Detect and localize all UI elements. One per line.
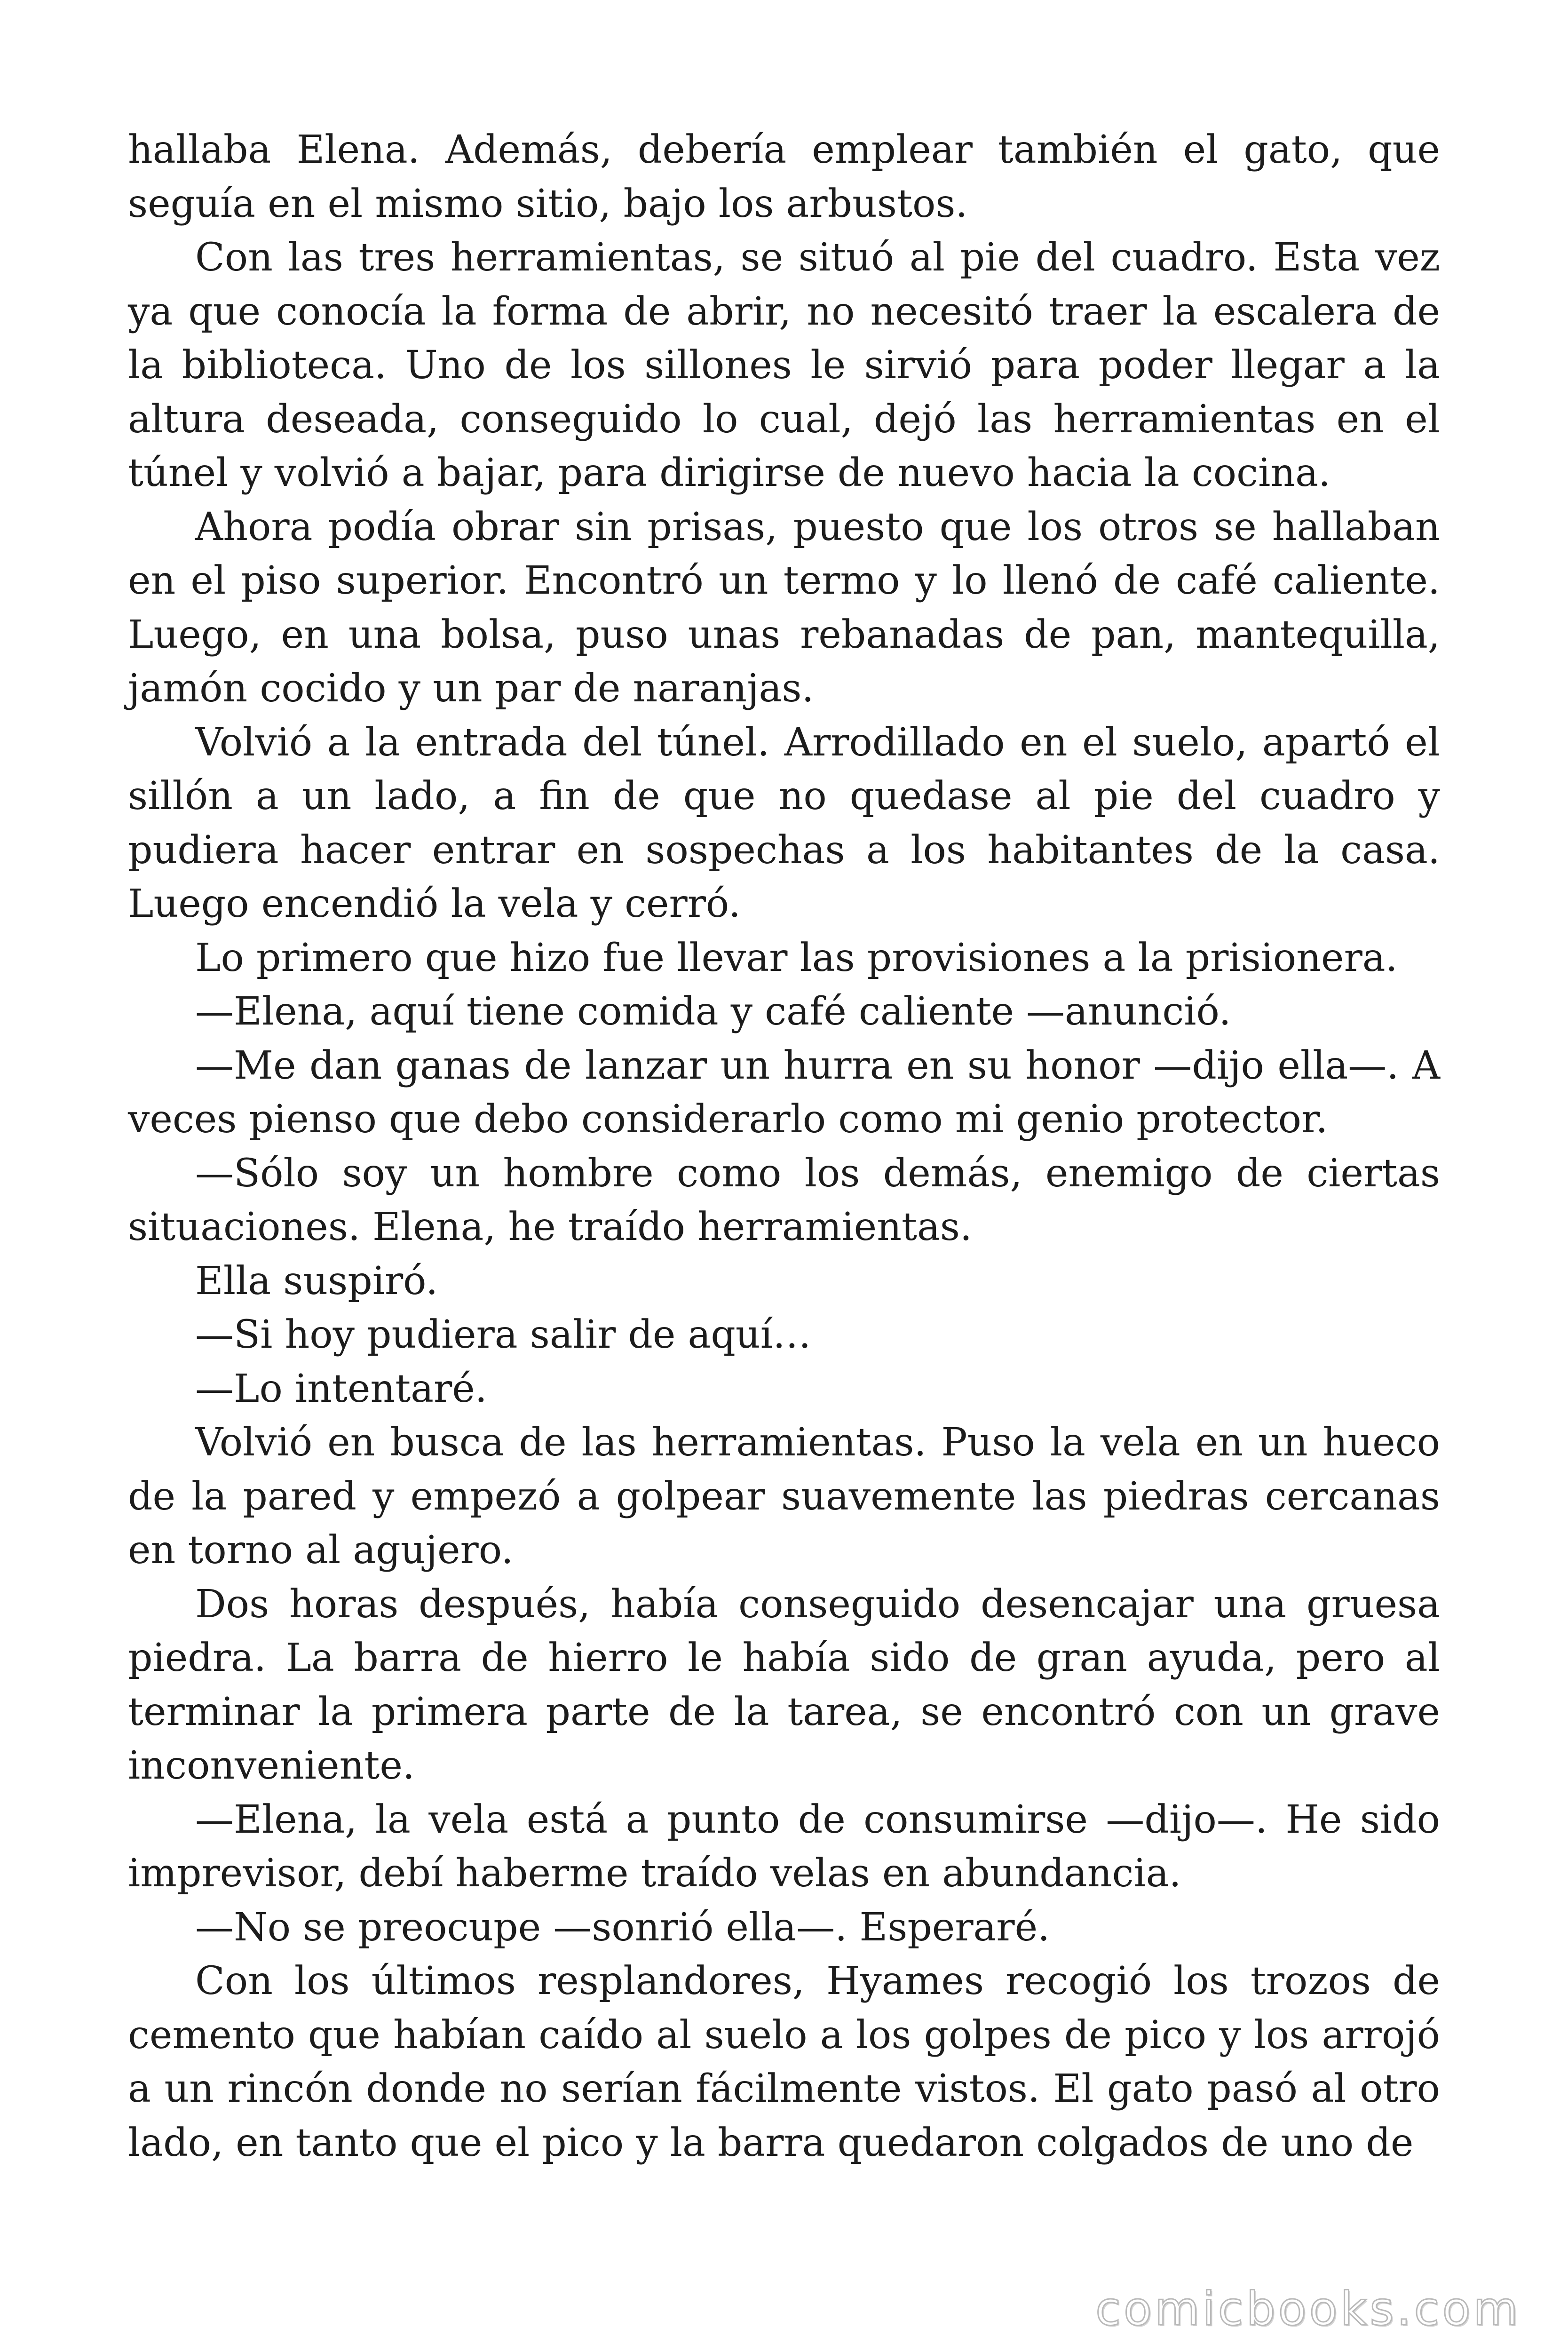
- dialogue-line: —Sólo soy un hombre como los demás, enemigo de ciertas situaciones. Elena, he traído herramientas.: [128, 1151, 1440, 1249]
- paragraph: Lo primero que hizo fue llevar las provisiones a la prisionera.: [195, 935, 1398, 980]
- dialogue-line: —Lo intentaré.: [195, 1366, 487, 1411]
- dialogue-line: —Elena, la vela está a punto de consumirse —dijo—. He sido imprevisor, debí haberme traído velas en abundancia.: [128, 1797, 1440, 1896]
- paragraph: Dos horas después, había conseguido desencajar una gruesa piedra. La barra de hierro le había sido de gran ayuda, pero al terminar la primera parte de la tarea, se encontró con un grave inconveniente.: [128, 1581, 1440, 1788]
- paragraph: hallaba Elena. Además, debería emplear también el gato, que seguía en el mismo sitio, bajo los arbustos.: [128, 127, 1440, 226]
- watermark: comicbooks.com: [1095, 2282, 1521, 2336]
- paragraph: Con las tres herramientas, se situó al pie del cuadro. Esta vez ya que conocía la forma de abrir, no necesitó traer la escalera de la biblioteca. Uno de los sillones le sirvió para poder llegar a la altura deseada, conseguido lo cual, dejó las herramientas en el túnel y volvió a bajar, para dirigirse de nuevo hacia la cocina.: [128, 235, 1440, 495]
- paragraph: Ella suspiró.: [195, 1258, 438, 1303]
- paragraph: Volvió en busca de las herramientas. Puso la vela en un hueco de la pared y empezó a golpear suavemente las piedras cercanas en torno al agujero.: [128, 1420, 1440, 1573]
- paragraph: Con los últimos resplandores, Hyames recogió los trozos de cemento que habían caído al suelo a los golpes de pico y los arrojó a un rincón donde no serían fácilmente vistos. El gato pasó al otro lado, en tanto que el pico y la barra quedaron colgados de uno de: [128, 1959, 1440, 2165]
- dialogue-line: —Elena, aquí tiene comida y café caliente —anunció.: [195, 989, 1231, 1034]
- dialogue-line: —No se preocupe —sonrió ella—. Esperaré.: [195, 1905, 1050, 1950]
- paragraph: Volvió a la entrada del túnel. Arrodillado en el suelo, apartó el sillón a un lado, a fin de que no quedase al pie del cuadro y pudiera hacer entrar en sospechas a los habitantes de la casa. Luego encendió la vela y cerró.: [128, 720, 1440, 926]
- dialogue-line: —Me dan ganas de lanzar un hurra en su honor —dijo ella—. A veces pienso que debo considerarlo como mi genio protector.: [128, 1043, 1440, 1142]
- dialogue-line: —Si hoy pudiera salir de aquí…: [195, 1312, 811, 1357]
- paragraph: Ahora podía obrar sin prisas, puesto que los otros se hallaban en el piso superior. Encontró un termo y lo llenó de café caliente. Luego, en una bolsa, puso unas rebanadas de pan, mantequilla, jamón cocido y un par de naranjas.: [128, 504, 1440, 711]
- body-text: [128, 123, 1440, 2170]
